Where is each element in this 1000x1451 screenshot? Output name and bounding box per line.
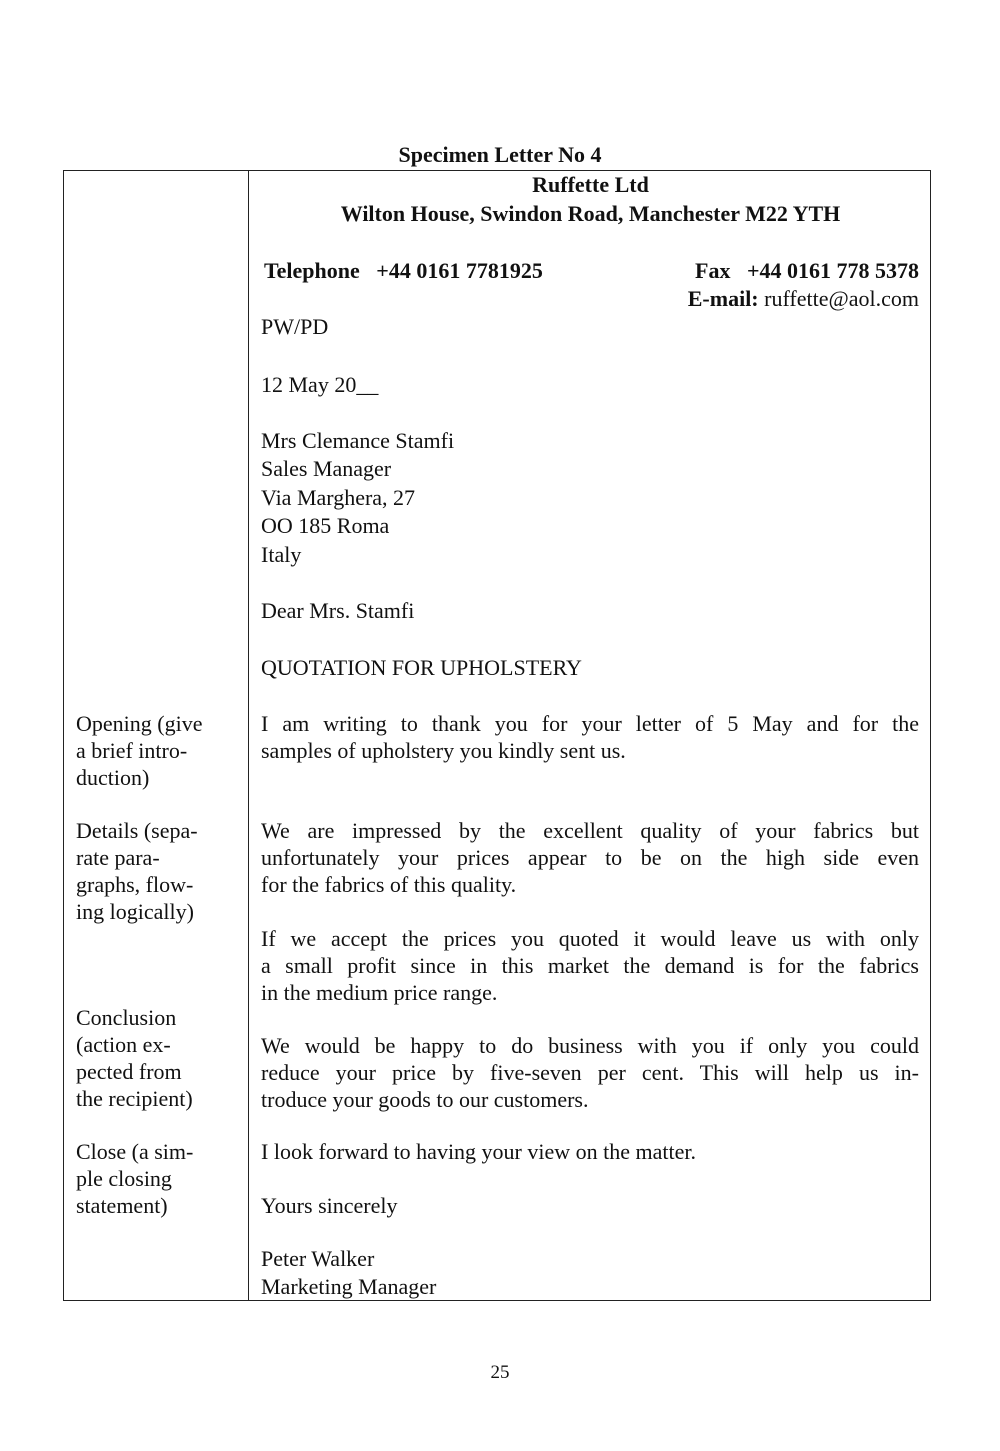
side-note-line: graphs, flow- — [76, 872, 194, 897]
paragraph-opening — [261, 710, 919, 764]
recipient-title: Sales Manager — [261, 456, 392, 481]
side-note-line: (action ex- — [76, 1032, 171, 1057]
telephone-line — [264, 257, 543, 284]
salutation: Dear Mrs. Stamfi — [261, 598, 415, 623]
side-note-details — [76, 817, 246, 925]
side-note-close — [76, 1138, 246, 1219]
side-note-line: rate para- — [76, 845, 160, 870]
fax-label: Fax — [695, 258, 731, 283]
paragraph-line: troduce your goods to our customers. — [261, 1087, 589, 1112]
side-note-line: Close (a sim- — [76, 1139, 194, 1164]
paragraph-line: samples of upholstery you kindly sent us. — [261, 738, 626, 763]
letter-date: 12 May 20__ — [261, 372, 379, 397]
recipient-street: Via Marghera, 27 — [261, 485, 416, 510]
fax-number: +44 0161 778 5378 — [746, 258, 919, 283]
paragraph-line: We would be happy to do business with you if only you could — [261, 1033, 919, 1058]
side-note-line: statement) — [76, 1193, 168, 1218]
paragraph-line: for the fabrics of this quality. — [261, 872, 517, 897]
page-title: Specimen Letter No 4 — [398, 142, 602, 167]
paragraph-line: in the medium price range. — [261, 980, 498, 1005]
paragraph-line: unfortunately your prices appear to be on the high side even — [261, 845, 919, 870]
side-note-line: ing logically) — [76, 899, 194, 924]
company-address: Wilton House, Swindon Road, Manchester M22 YTH — [340, 201, 841, 226]
paragraph-line: reduce your price by five-seven per cent. This will help us in- — [261, 1060, 919, 1085]
column-divider — [248, 170, 249, 1301]
side-note-line: pected from — [76, 1059, 182, 1084]
fax-line — [695, 257, 919, 285]
side-note-line: ple closing — [76, 1166, 172, 1191]
side-note-line: Details (sepa- — [76, 818, 198, 843]
signature-title: Marketing Manager — [261, 1274, 437, 1299]
paragraph-line: We are impressed by the excellent quality of your fabrics but — [261, 818, 919, 843]
side-note-conclusion — [76, 1004, 246, 1112]
complimentary-close: Yours sincerely — [261, 1193, 398, 1218]
telephone-number: +44 0161 7781925 — [376, 258, 543, 283]
reference: PW/PD — [261, 314, 329, 339]
telephone-label: Telephone — [264, 258, 360, 283]
paragraph-line: a small profit since in this market the demand is for the fabrics — [261, 953, 919, 978]
email-label: E-mail: — [687, 286, 759, 311]
side-note-line: a brief intro- — [76, 738, 188, 763]
page-number: 25 — [490, 1362, 510, 1383]
paragraph-line: I am writing to thank you for your letter of 5 May and for the — [261, 711, 919, 736]
side-note-line: Conclusion — [76, 1005, 177, 1030]
side-note-opening — [76, 710, 246, 791]
paragraph-details-2 — [261, 925, 919, 1006]
side-note-line: duction) — [76, 765, 150, 790]
company-name: Ruffette Ltd — [532, 172, 649, 197]
email-line — [688, 285, 919, 313]
paragraph-line: If we accept the prices you quoted it would leave us with only — [261, 926, 919, 951]
subject-line: QUOTATION FOR UPHOLSTERY — [261, 655, 582, 680]
side-note-line: the recipient) — [76, 1086, 193, 1111]
paragraph-conclusion — [261, 1032, 919, 1113]
signature-name: Peter Walker — [261, 1246, 375, 1271]
recipient-city: OO 185 Roma — [261, 513, 390, 538]
recipient-country: Italy — [261, 542, 302, 567]
recipient-name: Mrs Clemance Stamfi — [261, 428, 455, 453]
paragraph-close: I look forward to having your view on the matter. — [261, 1139, 697, 1164]
side-note-line: Opening (give — [76, 711, 203, 736]
paragraph-details-1 — [261, 817, 919, 898]
email-address[interactable]: ruffette@aol.com — [764, 286, 919, 311]
